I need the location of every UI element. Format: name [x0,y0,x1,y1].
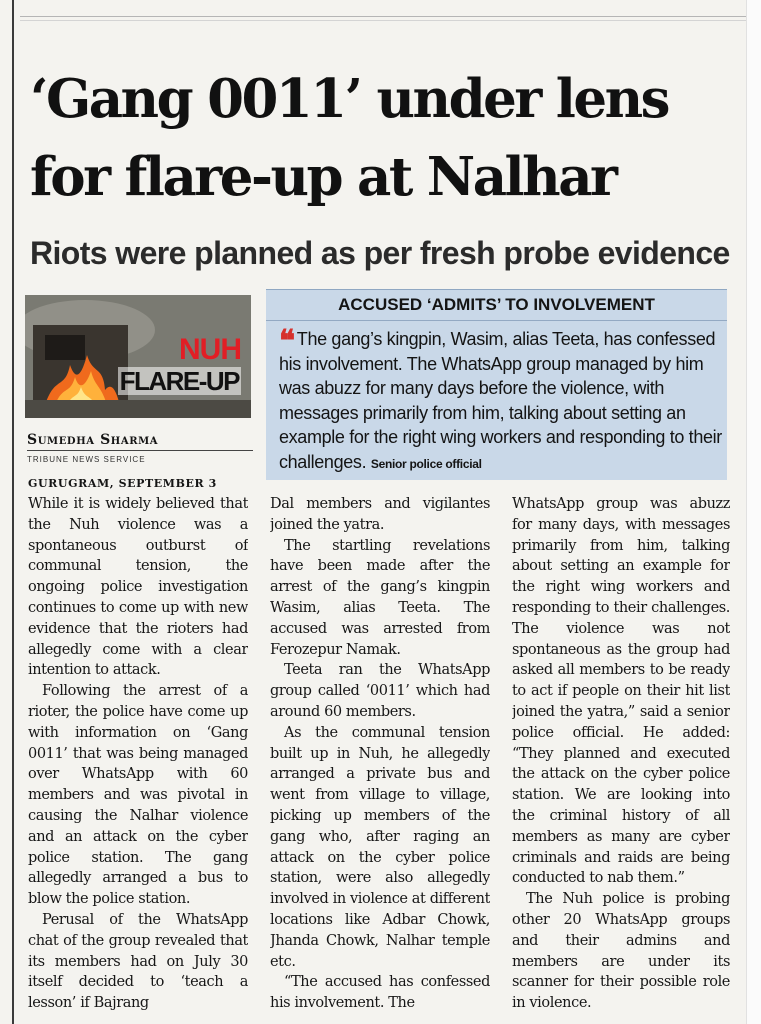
pull-quote-text [279,327,724,476]
paragraph: Dal members and vigilantes joined the yatra. [270,496,490,533]
paragraph: Following the arrest of a rioter, the police have come up with information on ‘Gang 0011’ that was being managed over WhatsApp with 60 members and was pivotal in causing the Nalhar violence and an attack on the cyber police station. The gang allegedly arranged a bus to blow the police station. [28,683,248,908]
quote-mark-icon: ❝ [279,325,295,358]
paragraph: While it is widely believed that the Nuh violence was a spontaneous outburst of communal tension, the ongoing police investigation continues to come up with new evidence that the rioters had allegedly come with a clear intention to attack. [28,496,248,679]
article-column-3 [512,494,730,1024]
pull-quote-heading: ACCUSED ‘ADMITS’ TO INVOLVEMENT [266,290,727,321]
paragraph: Teeta ran the WhatsApp group called ‘0011’ which had around 60 members. [270,662,490,720]
article-column-1 [28,494,248,1024]
paragraph: WhatsApp group was abuzz for many days, with messages primarily from him, talking about setting an example for the right wing workers and responding to their challenges. The violence was not spontaneous as the group had asked all members to be ready to act if people on their hit list joined the yatra,” said a senior police official. He added: “They planned and executed the attack on the cyber police station. We are looking into the criminal history of all members as many are cyber criminals and raids are being conducted to nab them.” [512,496,730,887]
pull-quote-body: The gang’s kingpin, Wasim, alias Teeta, has confessed his involvement. The WhatsApp group managed by him was abuzz for many days before the violence, with messages primarily from him, talking about setting an example for the right wing workers and responding to their challenges. [279,329,722,472]
paragraph: As the communal tension built up in Nuh, he allegedly arranged a private bus and went from village to village, picking up members of the gang who, after raging an attack on the cyber police station, were also allegedly involved in violence at different locations like Adbar Chowk, Jhanda Chowk, Nalhar temple etc. [270,724,490,970]
article-column-2 [270,494,490,1024]
subheadline: Riots were planned as per fresh probe evidence [30,235,730,271]
pull-quote-box [266,289,727,480]
dateline: GURUGRAM, SEPTEMBER 3 [28,477,217,490]
adjacent-page-edge [746,0,761,1024]
adjacent-column-edge [0,0,14,1024]
photo-tag-flare-up: FLARE-UP [119,366,239,396]
byline [27,432,253,464]
paragraph: Perusal of the WhatsApp chat of the group revealed that its members had on July 30 itself decided to ‘teach a lesson’ if Bajrang [28,911,248,1012]
photo-tag-nuh: NUH [179,333,241,366]
pull-quote-source: Senior police official [370,456,482,471]
byline-service: TRIBUNE NEWS SERVICE [27,455,146,464]
byline-rule [27,450,253,451]
paragraph: “The accused has confessed his involvement. The [270,974,490,1012]
paragraph: The startling revelations have been made after the arrest of the gang’s kingpin Wasim, alias Teeta. The accused was arrested from Ferozepur Namak. [270,537,490,658]
headline: ‘Gang 0011’ under lens for flare-up at Nalhar [30,68,668,208]
paragraph: The Nuh police is probing other 20 WhatsApp groups and their admins and members are under its scanner for their possible role in violence. [512,891,730,1012]
byline-author: Sumedha Sharma [27,432,159,448]
top-rule [20,16,753,21]
photo-burning-vehicle [25,295,251,418]
